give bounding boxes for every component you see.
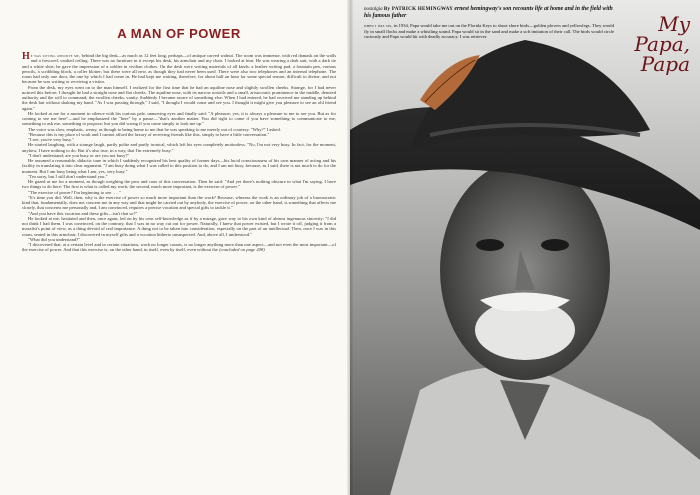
paragraph: The voice was slow, emphatic, weary, as though to being home to me that he was speaking to me merely out of courtesy. "Why?" I asked. xyxy=(28,126,281,132)
headline-line: Papa xyxy=(640,52,690,76)
headline-line: Papa, xyxy=(634,32,690,56)
right-page xyxy=(350,0,700,495)
paragraph: "Because this is my place of work and I cannot afford the luxury of receiving friends like this, simply to have a little conversation." xyxy=(28,131,270,137)
deck-header xyxy=(364,6,614,20)
article-title: A MAN OF POWER xyxy=(117,26,241,41)
headline-line: My xyxy=(658,12,690,36)
paragraph: He assumed a reasonable, didactic tone in which I suddenly recognized his best quality of former days—his lucid consciousness of his own manner of acting and his facility in translating it into clear argument. "I am busy doing what I was called to this position to do, and I am not busy, because, as I said, there is not much to do for the moment. But I am busy being what I am, yes, very busy." xyxy=(22,158,336,174)
article-deck xyxy=(364,6,614,40)
paragraph: "It's time you did. Well, then, why is the exercise of power so much more important than the work? Because, whereas the work is an ordinary job of a bureaucratic kind that, fundamentally, does not concern me in any way and that might be carried out by anybody, the exercise of power, on the other hand, is something that affects me closely, that concerns me personally and, I am convinced, requires a precise vocation and special gifts to tackle it." xyxy=(22,194,336,211)
byline-label: nostalgia xyxy=(364,7,383,12)
paragraph: "I'm sorry, but I still don't understand you." xyxy=(28,173,108,179)
intro-text: in 1934, Papa would take me out on the Florida Keys to shoot shore birds—golden plovers and yellowlegs. They would fly in small flocks and make a whistling sound. Papa would sit in the sand and make a soft imitation of their call. The birds would circle curiously and Papa would hit with deadly accuracy. I was retriever. xyxy=(364,23,614,40)
paragraph: "The exercise of power? I'm beginning to see. . . ." xyxy=(28,189,122,195)
paragraph-1 xyxy=(22,53,336,85)
article-body xyxy=(22,53,336,253)
paragraph: "And you have this vocation and these gifts—isn't that so?" xyxy=(28,210,138,216)
spine-gutter xyxy=(347,0,353,495)
paragraph: He gazed at me for a moment, as though weighing the pros and cons of this conversation. Then he said: "And yet there's nothing obscure in what I'm saying. I have two things to do here: The first is what is called my work; the second, much more important, is the exercise of power." xyxy=(22,179,336,190)
paragraph-last-text: "I discovered that, at a certain level and in certain situations, work no longer counts, is no longer anything more than one aspect—and not even the most important—of the exercise of power. And that this exercise is, on the other hand, in itself, even by itself, even without the xyxy=(22,242,336,253)
paragraph: "I don't understand; are you busy or are you not busy?" xyxy=(28,152,130,158)
paragraph: He started laughing, with a strange laugh, partly polite and partly ironical, which left his eyes completely motionless. "No, I'm not very busy. In fact, for the moment, anyhow, I have nothing to do. But it's also true, in a way, that I'm extremely busy." xyxy=(22,142,336,153)
paragraph-last xyxy=(22,242,336,253)
deck-lead: ernest hemingway's son recounts life at home and in the field with his famous father xyxy=(364,6,613,20)
paragraph-1-text: behind the big desk—as much as 12 feet long, perhaps—of antique carved walnut. The room was immense, with red damask on the walls and a frescoed, vaulted ceiling. There was no furniture in it except his desk, his armchair and my chair. I looked at him: He was wearing a dark suit, with a dark tie and a white shirt; he gave the impression of a soldier in civilian clothes. On the desk were writing materials of all kinds: a leather writing pad, a fountain pen, various pencils, a scribbling block, a roller blotter; but these were all new, as though they had never been used. There were also two telephones and an internal telephone. The room had only one door, the one by which I had come in. He had kept me waiting, therefore, for about half an hour for some special reason, difficult to divine, and not because he was writing or receiving a visitor. xyxy=(22,53,336,85)
drop-cap: H xyxy=(22,51,30,62)
paragraph: "I see, you're very busy." xyxy=(28,137,74,142)
paragraph: "What did you understand?" xyxy=(28,236,81,242)
opening-smallcaps: e was sitting opposite me, xyxy=(30,53,81,58)
paragraph: From the desk, my eyes went on to the man himself. I realized for the first time that he had an aquiline nose and slightly swollen cheeks. Strange, for I had never noticed this before; I thought he had a straight nose and flat cheeks. The aquiline nose, with its narrow nostrils and a small, aristocratic prominence in the middle, denoted authority and the will to command; the swollen cheeks, vanity. Suddenly I became aware of something else: When I had entered, he had received me standing up behind the desk but without shaking my hand. "As I was passing through," I said, "I thought I would come and see you. I thought it might give you pleasure to see an old friend again." xyxy=(22,84,336,111)
continued-note: (concluded on page 208) xyxy=(218,247,265,253)
article-headline xyxy=(620,14,690,74)
intro-smallcaps: when i was six, xyxy=(364,23,393,29)
paragraph: He looked at me for a moment in silence with his curious pale, unmoving eyes and finally said: "A pleasure, yes, it is always a pleasure to me to see you. But as for coming to see me here"—and he emphasized the "here" by a pause—"that's another matter. You did right to come if you have something to communicate to me, something to ask me, something to propose; but you did wrong if you came simply to look me up." xyxy=(22,110,336,127)
paragraph: He looked at me, hesitated and then, once again, led on by his own self-knowledge as if by a mirage, gave way to his own kind of almost ingenuous sincerity: "I did not think I had them. I was convinced, on the contrary, that I was in no way cut out for power. Naturally, I knew that power existed, but I wrote it off, judging it from a moralist's point of view, as a thing devoid of real importance. A thing not to be taken into consideration, especially on the part of an intellectual. Then, once I was in this room, seated in this armchair, I discovered in myself gifts and a vocation hitherto unsuspected. And, above all, I understood." xyxy=(22,215,336,237)
byline-author: By PATRICK HEMINGWAY xyxy=(383,7,454,12)
intro-paragraph xyxy=(364,23,614,39)
